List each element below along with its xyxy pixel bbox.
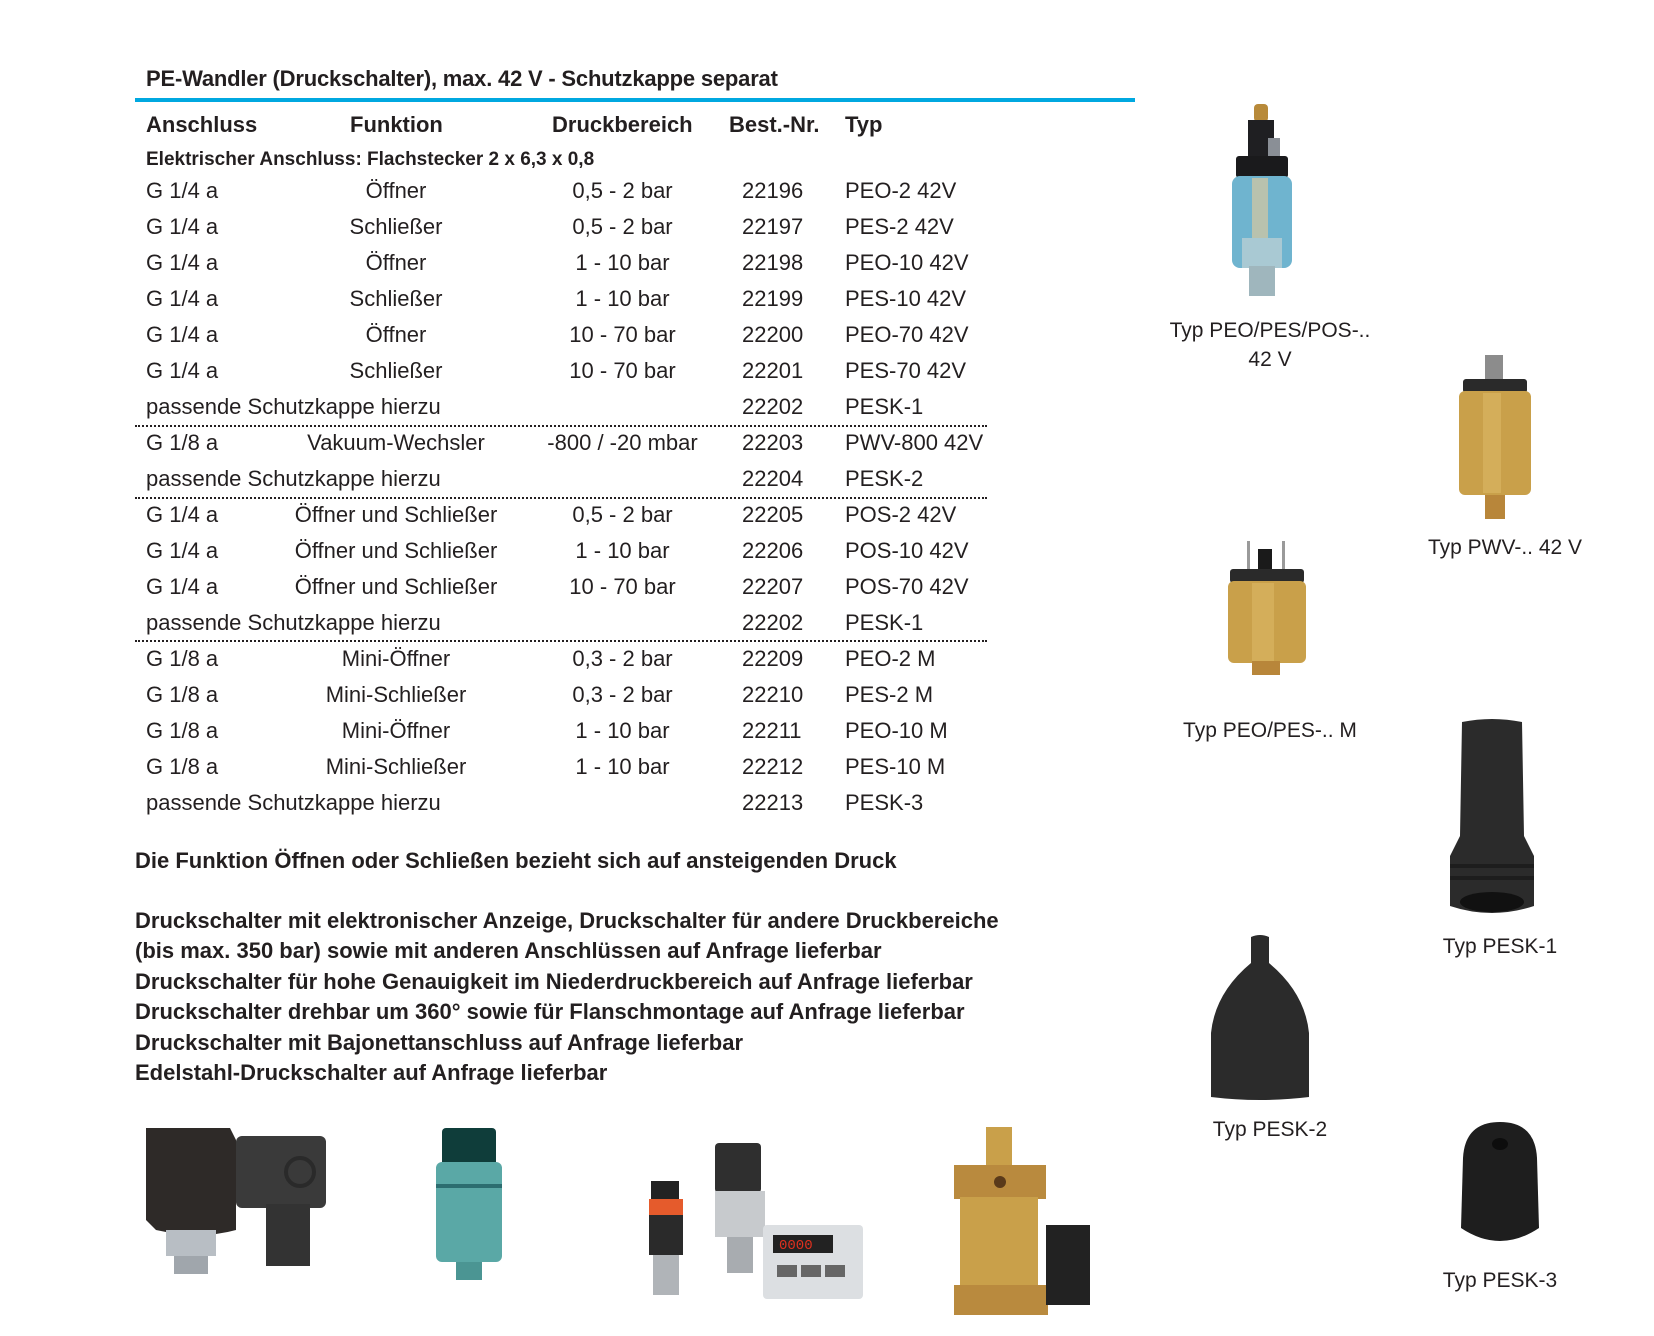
cell-typ: PESK-3 [845,790,924,815]
table-row [0,682,1000,718]
cell-druckbereich: -800 / -20 mbar [547,430,698,455]
product-image-peo-pes-m [1222,535,1312,675]
cell-funktion: Schließer [349,286,443,311]
cell-druckbereich: 10 - 70 bar [569,358,676,383]
cell-anschluss: G 1/4 a [146,250,219,275]
cell-typ: PESK-1 [845,394,924,419]
cell-best-nr: 22202 [742,394,804,419]
product-image-brass-flange-switch [950,1125,1095,1320]
cell-funktion: Öffner [365,322,427,347]
title-rule [135,98,1135,102]
note-line: Druckschalter drehbar um 360° sowie für Flanschmontage auf Anfrage lieferbar [135,999,965,1024]
cell-best-nr: 22213 [742,790,804,815]
caption-line: 42 V [1248,348,1292,371]
cell-typ: PESK-1 [845,610,924,635]
cell-best-nr: 22197 [742,214,804,239]
cell-best-nr: 22199 [742,286,804,311]
cell-druckbereich: 0,5 - 2 bar [572,502,673,527]
cell-anschluss: G 1/8 a [146,430,219,455]
cell-druckbereich: 1 - 10 bar [575,286,670,311]
table-row [0,322,1000,358]
product-image-pesk-2 [1205,933,1315,1103]
cell-druckbereich: 1 - 10 bar [575,754,670,779]
cell-druckbereich: 0,5 - 2 bar [572,214,673,239]
note-line: Druckschalter mit Bajonettanschluss auf Anfrage lieferbar [135,1030,744,1055]
cell-druckbereich: 10 - 70 bar [569,574,676,599]
cell-druckbereich: 1 - 10 bar [575,538,670,563]
caption-pesk-1: Typ PESK-1 [1442,935,1558,958]
table-row [0,178,1000,214]
cell-anschluss: passende Schutzkappe hierzu [146,790,441,815]
caption-line: Typ PEO/PES/POS-.. [1169,319,1371,342]
col-header-funktion: Funktion [350,112,443,137]
cell-typ: PES-10 M [845,754,946,779]
product-image-pesk-1 [1446,716,1538,918]
cell-typ: PEO-10 42V [845,250,969,275]
table-row [0,574,1000,610]
cell-anschluss: passende Schutzkappe hierzu [146,394,441,419]
table-row [0,502,1000,538]
col-header-anschluss: Anschluss [146,112,258,137]
caption-pesk-2: Typ PESK-2 [1212,1118,1328,1141]
cell-druckbereich: 0,3 - 2 bar [572,646,673,671]
cell-funktion: Schließer [349,214,443,239]
cell-anschluss: G 1/4 a [146,358,219,383]
cell-anschluss: G 1/8 a [146,646,219,671]
cell-typ: POS-10 42V [845,538,969,563]
cell-funktion: Öffner und Schließer [294,574,498,599]
cell-funktion: Mini-Schließer [325,682,467,707]
cell-best-nr: 22212 [742,754,804,779]
cell-best-nr: 22209 [742,646,804,671]
note-line: (bis max. 350 bar) sowie mit anderen Anschlüssen auf Anfrage lieferbar [135,938,882,963]
cell-druckbereich: 0,3 - 2 bar [572,682,673,707]
cell-anschluss: G 1/8 a [146,682,219,707]
table-row [0,214,1000,250]
cell-anschluss: G 1/8 a [146,718,219,743]
cell-best-nr: 22201 [742,358,804,383]
cell-funktion: Öffner [365,178,427,203]
table-row [0,646,1000,682]
cell-anschluss: G 1/8 a [146,754,219,779]
cell-anschluss: passende Schutzkappe hierzu [146,466,441,491]
group-divider [135,497,987,499]
function-note: Die Funktion Öffnen oder Schließen bezieht sich auf ansteigenden Druck [135,848,897,873]
cell-anschluss: G 1/4 a [146,322,219,347]
cell-funktion: Vakuum-Wechsler [307,430,485,455]
cell-best-nr: 22198 [742,250,804,275]
cell-anschluss: G 1/4 a [146,214,219,239]
cell-typ: PES-70 42V [845,358,967,383]
note-line: Druckschalter mit elektronischer Anzeige, Druckschalter für andere Druckbereiche [135,908,999,933]
cell-druckbereich: 0,5 - 2 bar [572,178,673,203]
cell-anschluss: G 1/4 a [146,538,219,563]
cell-typ: PESK-2 [845,466,924,491]
cell-best-nr: 22207 [742,574,804,599]
product-image-compact-switch [428,1122,510,1287]
caption-peo-pes-pos-42v [1160,316,1380,374]
col-header-druckbereich: Druckbereich [552,112,693,137]
caption-pwv: Typ PWV-.. 42 V [1427,536,1583,559]
cell-funktion: Mini-Öffner [341,646,451,671]
cell-best-nr: 22200 [742,322,804,347]
group-divider [135,640,987,642]
product-image-electronic-switches [645,1135,875,1310]
cell-typ: PEO-2 42V [845,178,957,203]
table-row [0,430,1000,466]
cell-druckbereich: 1 - 10 bar [575,250,670,275]
cell-anschluss: G 1/4 a [146,178,219,203]
table-row [0,358,1000,394]
cell-best-nr: 22204 [742,466,804,491]
cell-typ: PEO-2 M [845,646,936,671]
cell-best-nr: 22206 [742,538,804,563]
cell-best-nr: 22211 [742,718,802,743]
table-row [0,538,1000,574]
note-line: Edelstahl-Druckschalter auf Anfrage lieferbar [135,1060,608,1085]
display-readout: 0000 [779,1238,813,1254]
cell-anschluss: G 1/4 a [146,286,219,311]
cell-funktion: Schließer [349,358,443,383]
page-title: PE-Wandler (Druckschalter), max. 42 V - Schutzkappe separat [146,66,778,91]
cell-best-nr: 22203 [742,430,804,455]
product-image-angle-switch [140,1120,330,1280]
cell-best-nr: 22205 [742,502,804,527]
cell-typ: PEO-10 M [845,718,948,743]
cell-best-nr: 22202 [742,610,804,635]
cell-funktion: Mini-Öffner [341,718,451,743]
cell-funktion: Öffner [365,250,427,275]
cell-typ: POS-70 42V [845,574,969,599]
note-line: Druckschalter für hohe Genauigkeit im Niederdruckbereich auf Anfrage lieferbar [135,969,973,994]
product-image-pesk-3 [1455,1118,1545,1253]
cell-anschluss: G 1/4 a [146,502,219,527]
cell-druckbereich: 1 - 10 bar [575,718,670,743]
cell-funktion: Öffner und Schließer [294,502,498,527]
cell-typ: PEO-70 42V [845,322,969,347]
table-row [0,754,1000,790]
caption-peo-pes-m: Typ PEO/PES-.. M [1183,719,1357,742]
cell-typ: PES-2 M [845,682,934,707]
cell-funktion: Öffner und Schließer [294,538,498,563]
cell-typ: PWV-800 42V [845,430,984,455]
table-row [0,250,1000,286]
cell-anschluss: G 1/4 a [146,574,219,599]
table-row [0,718,1000,754]
cell-typ: POS-2 42V [845,502,957,527]
table-row [0,790,1000,826]
caption-pesk-3: Typ PESK-3 [1442,1269,1558,1292]
cell-typ: PES-2 42V [845,214,954,239]
table-row [0,286,1000,322]
product-image-peo-42v [1222,100,1302,310]
cell-anschluss: passende Schutzkappe hierzu [146,610,441,635]
cell-typ: PES-10 42V [845,286,967,311]
col-header-best-nr: Best.-Nr. [729,112,820,137]
cell-druckbereich: 10 - 70 bar [569,322,676,347]
cell-best-nr: 22210 [742,682,804,707]
product-image-pwv [1455,355,1535,525]
cell-best-nr: 22196 [742,178,804,203]
col-header-typ: Typ [845,112,883,137]
cell-funktion: Mini-Schließer [325,754,467,779]
table-subheader: Elektrischer Anschluss: Flachstecker 2 x 6,3 x 0,8 [146,149,595,170]
group-divider [135,425,987,427]
